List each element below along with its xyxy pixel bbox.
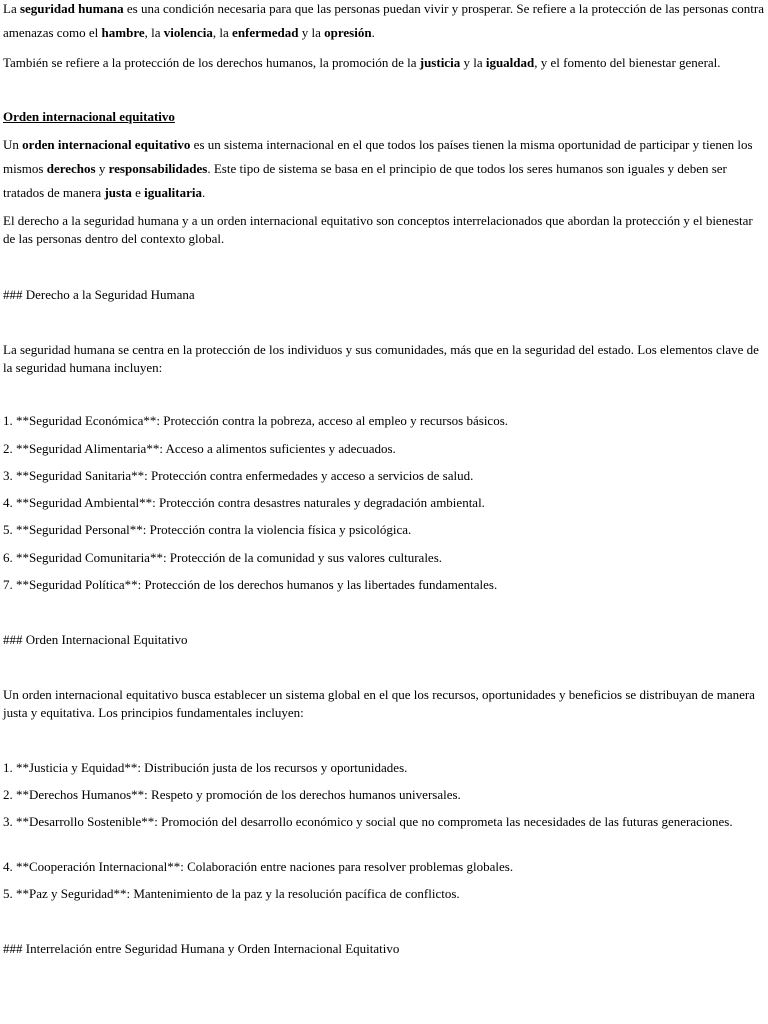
text-run: , la [144, 25, 164, 40]
text-run: Un [3, 137, 23, 152]
text-run: La [3, 1, 20, 16]
bold-term: justa [104, 185, 132, 200]
list-item: 1. **Seguridad Económica**: Protección contra la pobreza, acceso al empleo y recursos básicos. [3, 413, 509, 428]
list-item: 2. **Seguridad Alimentaria**: Acceso a alimentos suficientes y adecuados. [3, 441, 396, 456]
bold-term: derechos [46, 161, 96, 176]
bold-term: hambre [101, 25, 145, 40]
bold-term: igualdad [485, 55, 535, 70]
text-run: , y el fomento del bienestar general. [534, 55, 721, 70]
list-item: 4. **Cooperación Internacional**: Colaboración entre naciones para resolver problemas globales. [3, 859, 514, 874]
security-intro: La seguridad humana se centra en la protección de los individuos y sus comunidades, más que en la seguridad del estado. Los elementos clave de la seguridad humana incluyen: [3, 342, 759, 375]
text-run: es un sistema internacional en el que todos los países tienen la misma oportunidad de participar y tienen los mismos [3, 137, 753, 176]
text-run: y la [460, 55, 486, 70]
order-intro: Un orden internacional equitativo busca establecer un sistema global en el que los recursos, oportunidades y beneficios se distribuyan de manera justa y equitativa. Los principios fundamentales incluyen: [3, 687, 755, 720]
text-run: y [95, 161, 109, 176]
text-run: y la [298, 25, 325, 40]
text-run: es una condición necesaria para que las personas puedan vivir y prosperar. Se refiere a la protección de las personas contra amenazas como el [3, 1, 764, 40]
intro-paragraph [3, 0, 764, 45]
heading-interrelation: ### Interrelación entre Seguridad Humana y Orden Internacional Equitativo [3, 941, 400, 956]
list-item: 6. **Seguridad Comunitaria**: Protección de la comunidad y sus valores culturales. [3, 550, 443, 565]
text-run: . [201, 185, 206, 200]
bold-term: seguridad humana [19, 1, 124, 16]
bold-term: enfermedad [232, 25, 299, 40]
bold-term: orden internacional equitativo [22, 137, 191, 152]
text-run: e [131, 185, 145, 200]
heading-order: ### Orden Internacional Equitativo [3, 632, 188, 647]
text-run: . [371, 25, 375, 40]
text-run: , la [212, 25, 233, 40]
order-paragraph [3, 133, 764, 205]
list-item: 3. **Seguridad Sanitaria**: Protección contra enfermedades y acceso a servicios de salud. [3, 468, 474, 483]
bold-term: justicia [419, 55, 461, 70]
text-run: . Este tipo de sistema se basa en el principio de que todos los seres humanos son iguales y deben ser tratados de manera [3, 161, 727, 200]
bold-term: igualitaria [144, 185, 202, 200]
list-item: 5. **Paz y Seguridad**: Mantenimiento de la paz y la resolución pacífica de conflictos. [3, 886, 460, 901]
list-item: 7. **Seguridad Política**: Protección de los derechos humanos y las libertades fundamentales. [3, 577, 498, 592]
section-heading: Orden internacional equitativo [3, 109, 175, 124]
list-item: 3. **Desarrollo Sostenible**: Promoción del desarrollo económico y social que no comprometa las necesidades de las futuras generaciones. [3, 814, 733, 829]
heading-security: ### Derecho a la Seguridad Humana [3, 287, 195, 302]
bold-term: opresión [324, 25, 372, 40]
bold-term: violencia [163, 25, 213, 40]
list-item: 5. **Seguridad Personal**: Protección contra la violencia física y psicológica. [3, 522, 412, 537]
bold-term: responsabilidades [108, 161, 208, 176]
list-item: 1. **Justicia y Equidad**: Distribución justa de los recursos y oportunidades. [3, 760, 408, 775]
rights-paragraph [3, 51, 764, 75]
text-run: También se refiere a la protección de los derechos humanos, la promoción de la [3, 55, 420, 70]
list-item: 2. **Derechos Humanos**: Respeto y promoción de los derechos humanos universales. [3, 787, 461, 802]
summary-paragraph: El derecho a la seguridad humana y a un orden internacional equitativo son conceptos interrelacionados que abordan la protección y el bienestar de las personas dentro del contexto global. [3, 213, 753, 246]
list-item: 4. **Seguridad Ambiental**: Protección contra desastres naturales y degradación ambiental. [3, 495, 485, 510]
